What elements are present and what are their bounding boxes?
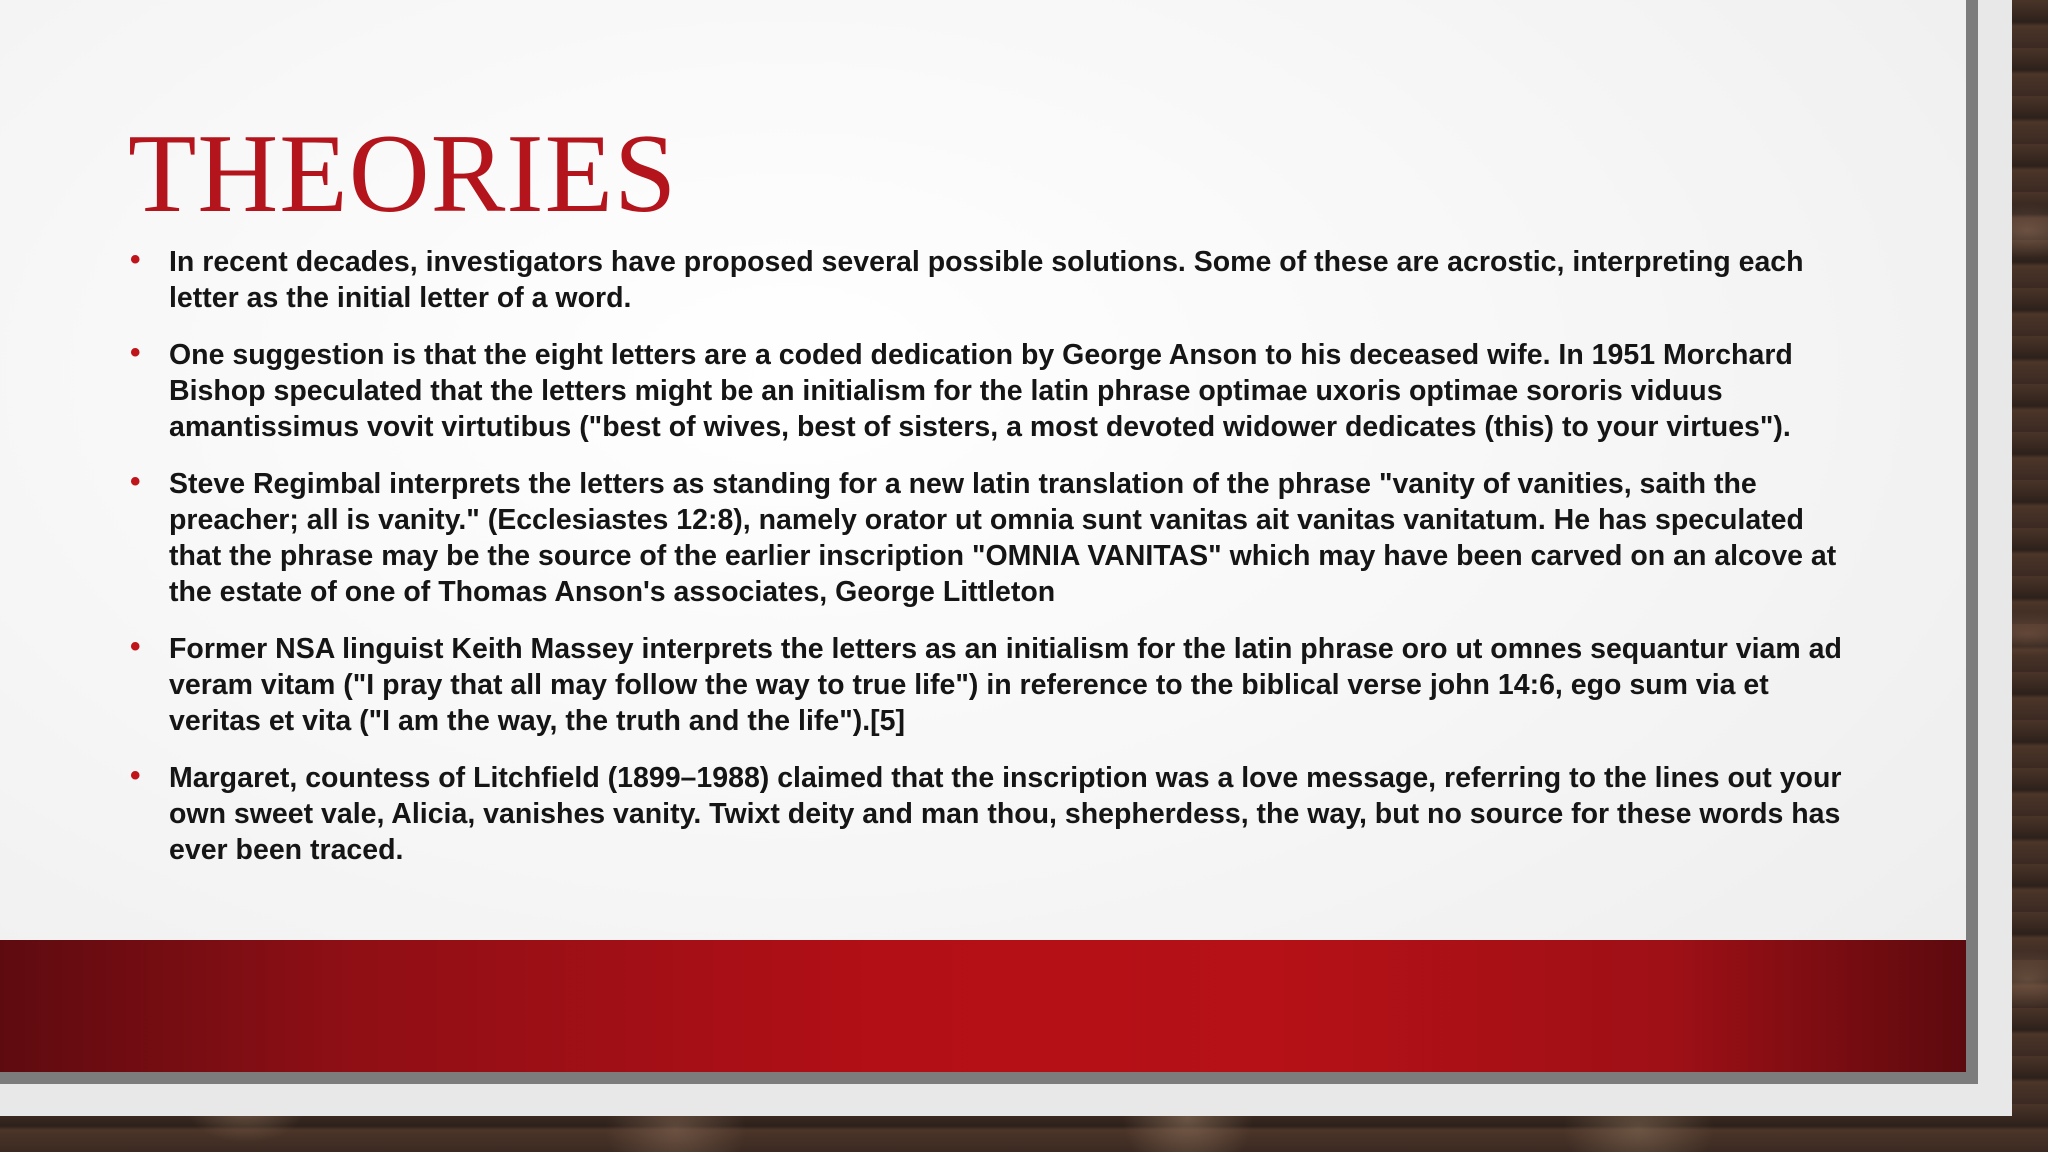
slide-frame-shadow-bottom (0, 1072, 1978, 1084)
bullet-text: Margaret, countess of Litchfield (1899–1988) claimed that the inscription was a love message, referring to the lines out your own sweet vale, Alicia, vanishes vanity. Twixt deity and man thou, shepherdess, the way, but no source for these words has ever been traced. (169, 762, 1842, 866)
bullet-marker: • (130, 759, 141, 792)
bullet-item (128, 760, 1848, 868)
slide-frame-shadow-right (1966, 0, 1978, 1084)
red-footer-band (0, 940, 1966, 1072)
bullet-marker: • (130, 465, 141, 498)
bullet-text: One suggestion is that the eight letters are a coded dedication by George Anson to his deceased wife. In 1951 Morchard Bishop speculated that the letters might be an initialism for the latin phrase optimae uxoris optimae sororis viduus amantissimus vovit virtutibus ("best of wives, best of sisters, a most devoted widower dedicates (this) to your virtues"). (169, 339, 1793, 443)
bullet-marker: • (130, 336, 141, 369)
bullet-item (128, 337, 1848, 445)
bullet-text: Steve Regimbal interprets the letters as standing for a new latin translation of the phrase "vanity of vanities, saith the preacher; all is vanity." (Ecclesiastes 12:8), namely orator ut omnia sunt vanitas ait vanitas vanitatum. He has speculated that the phrase may be the source of the earlier inscription "OMNIA VANITAS" which may have been carved on an alcove at the estate of one of Thomas Anson's associates, George Littleton (169, 468, 1837, 608)
bullet-item (128, 244, 1848, 316)
bullet-text: In recent decades, investigators have proposed several possible solutions. Some of these are acrostic, interpreting each letter as the initial letter of a word. (169, 246, 1804, 314)
bullet-marker: • (130, 630, 141, 663)
bullet-item (128, 631, 1848, 739)
bullet-item (128, 466, 1848, 610)
bullet-list (128, 244, 1848, 889)
bullet-text: Former NSA linguist Keith Massey interprets the letters as an initialism for the latin phrase oro ut omnes sequantur viam ad veram vitam ("I pray that all may follow the way to true life") in reference to the biblical verse john 14:6, ego sum via et veritas et vita ("I am the way, the truth and the life").[5] (169, 633, 1842, 737)
slide-title: THEORIES (128, 112, 678, 236)
bullet-marker: • (130, 243, 141, 276)
